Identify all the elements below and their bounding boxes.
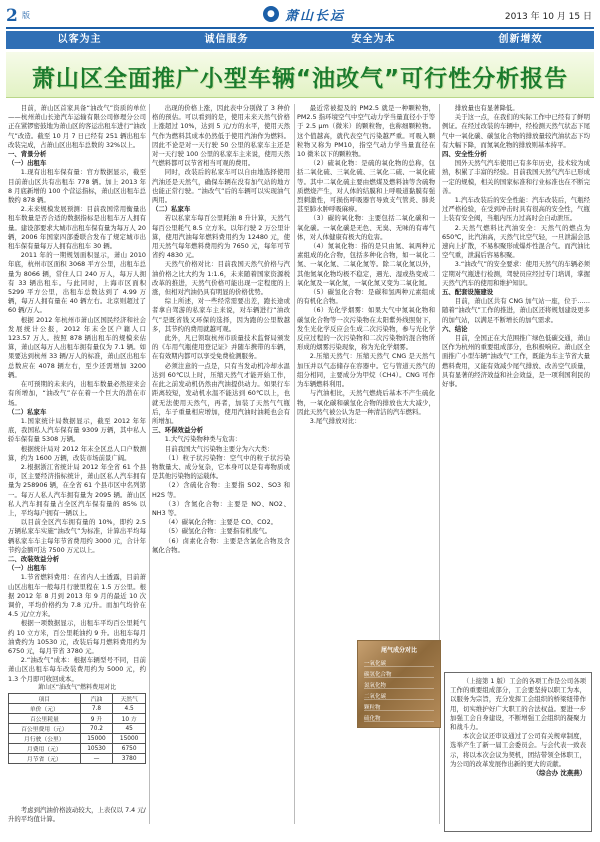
paragraph: 2.根据浙江省统计局 2012 年全省 61 个县市，区主要经济指标统计，萧山区私人汽车拥有量为 258906 辆，在全省 61 个县市区中名列第一。每万人私人汽车拥有量为 2095 辆。萧山区私人汽车拥有量占全区汽车保有量的 85% 以上，平均每户拥有一辆以上。 <box>8 462 146 517</box>
table-cell: 4.5 <box>113 704 146 714</box>
table-row <box>9 744 146 754</box>
table-cell: 10 方 <box>113 714 146 724</box>
masthead-divider <box>6 27 594 29</box>
paragraph: 同时，改装后的私家车可以自由地选择使用汽油还是天然气，确保车辆在没有加气站的地方也能正常行驶。“油改气”后的车辆可以实现油气两用。 <box>152 168 290 205</box>
paragraph: 六、结论 <box>442 324 468 333</box>
paragraph: （上接第 1 版）工会的各项工作是公司各项工作的重要组成部分，工会要坚持以职工为本，以服务为宗旨，充分发挥工会组织的桥梁纽带作用，切实维护好广大职工的合法权益。要进一步加强工会自身建设，不断增强工会组织的凝聚力和战斗力。 <box>450 677 586 732</box>
paragraph: 二、改装效益分析 <box>8 554 60 563</box>
paragraph: 1.国家统计局数据显示，截至 2012 年年底，我国私人汽车保有量 9309 万辆，其中私人轿车保有量 5308 万辆。 <box>8 416 146 444</box>
masthead <box>6 4 594 26</box>
paragraph: 以目前全区汽车拥有量的 10%，即约 2.5 万辆私家车实施“油改气”为标准，计算出平均每辆私家车车主每年节省费用约 3000 元，合计年节约金额可达 7500 万元以上。 <box>8 518 146 554</box>
paragraph: 根据统计局对 2012 年末全区总人口户数测算，约为 1600 万辆，改装市场前景广阔。 <box>8 444 146 462</box>
table-title: 萧山区“油改气”燃料费用对比 <box>37 684 117 691</box>
paragraph: 一、背景分析 <box>8 150 47 159</box>
photo-title: 尾气成分对比 <box>380 647 417 654</box>
paragraph: 综上所述，对一些经常需要出差，跑长途或者拿自驾游的私家车主来说，对车辆进行“油改气”是既省钱又环保的选择，因为跑的公里数越多，其节约的费用就越可观。 <box>152 297 290 333</box>
paragraph: 五、配套设施建设 <box>442 288 494 297</box>
paragraph: （5）碳氢化合物：主要指有机废气。 <box>164 527 272 536</box>
newspaper-logo <box>224 4 384 24</box>
table-cell: 月费用（元） <box>9 744 81 754</box>
paragraph: 2.“油改气”成本：根据车辆型号不同，目前萧山区出租车每车改装费用约为 5000 元，约 1.3 个月即可收回成本。 <box>8 656 146 683</box>
table-cell: 月行驶（公里） <box>9 734 81 744</box>
paragraph: 目前，萧山区首家具备“油改气”资质的单位——杭州萧山长途汽车运输有限公司修理分公司正在紧锣密鼓地为萧山区的客运出租车进行“油改气”改造。截至 10 月 7 日已经有 251 辆出租车改装完成，占萧山区出租车总数的 32%以上。 <box>8 104 146 149</box>
slogan-3: 安全为本 <box>351 34 396 45</box>
paragraph: （2）硫氧化物：是硫的氧化物的总称，包括二氧化硫、三氧化硫、三氧化二硫、一氧化硫等。其中二氧化硫主要由燃煤及燃料油等含硫物质燃烧产生，对人体的结膜和上呼吸道黏膜有强烈刺激性，可损伤呼吸器官导致支气管炎、肺炎甚至肺水肿呼吸麻痹。 <box>297 159 435 214</box>
paragraph: 天然气价格对比：目前我国天然气价格与汽油价格之比大约为 1:1.6，未来随着国家资源税改革的推进，天然气价格可能出现一定程度的上涨，但相对汽油仍具有明显的价格优势。 <box>152 260 290 297</box>
paragraph: 3.“油改气”的安全要求：使用天然气的车辆必须定期对气瓶进行检测，驾驶员应经过专门培训，掌握天然气汽车的使用和维护知识。 <box>442 260 590 287</box>
photo-row-label: 二氧化碳 <box>364 692 434 700</box>
photo-row-label: 氮氧化物 <box>364 681 434 689</box>
table-footnote: 考虑到汽油价格波动较大，上表仅以 7.4 元/升的平均值计算。 <box>8 806 146 824</box>
paragraph: 必须注意的一点是，只有当发动机冷却水温达到 60℃以上时，压缩天然气才能开始工作，在此之前发动机仍然由汽油提供动力。如果行车距离较短，发动机水温不能达到 60℃以上，也就无法使用天然气，再者，加装了天然气气瓶后，车子重量相应增加，使用汽油时油耗也会有所增加。 <box>152 361 290 425</box>
newspaper-name: 萧山长运 <box>284 8 345 24</box>
paragraph: 目前我国大气污染物主要分为六大类： <box>164 444 274 453</box>
article-column-4 <box>442 104 590 664</box>
paragraph: （5）碳氢化合物：是碳和氢两种元素组成的有机化合物。 <box>297 288 435 306</box>
table-cell: 9 升 <box>80 714 113 724</box>
table-cell: 10530 <box>80 744 113 754</box>
paragraph: 2.未来规模发展预测：目前我国常用衡量出租车数量是否合适的数据指标是出租车万人拥有量。建设部要求大城市出租车保有量为每万人 20 辆，2006 年国家四部委联合发布了规定城市出租车保有量每万人拥有出租车 30 辆。 <box>8 205 146 251</box>
table-cell: 15000 <box>113 734 146 744</box>
slogan-bar <box>6 31 594 49</box>
paragraph: （一）出租车 <box>8 564 47 573</box>
paragraph: （3）碳的氧化物：主要包括二氧化碳和一氧化碳。一氧化碳是无色、无臭、无味的有毒气体，对人体健康有极大的危害。 <box>297 214 435 241</box>
slogan-2: 诚信服务 <box>204 34 249 45</box>
photo-row-label: 碳氢化合物 <box>364 670 434 678</box>
table-cell: 15000 <box>80 734 113 744</box>
paragraph: （一）出租车 <box>8 159 47 168</box>
paragraph: 与汽油相比，天然气燃烧后基本不产生硫化物，一氧化碳和碳氢化合物的排放也大大减少，因此天然气被公认为是一种清洁的汽车燃料。 <box>297 389 435 416</box>
paragraph: 此外，凡已领取杭州市质量技术监督局颁发的《车用气瓶使用登记证》并随车携带的车辆，在有效期内都可以享受免费检测服务。 <box>152 334 290 361</box>
table-header-cell: 天然气 <box>113 694 146 704</box>
paragraph: 目前，全国正在大范围推广绿色低碳交通，萧山区作为杭州的重要组成部分，也积极响应。萧山区全面推广小型车辆“油改气”工作，既能为车主节省大量燃料费用，又能有效减少尾气排放、改善空气质量，具有显著的经济效益和社会效益，是一项利国利民的好事。 <box>442 334 590 389</box>
paragraph: 2.压缩天然气：压缩天然气 CNG 是天然气加压并以气态储存在容器中。它与管道天然气的组分相同，主要成分为甲烷（CH4）。CNG 可作为车辆燃料利用。 <box>297 352 435 389</box>
column-divider <box>149 104 150 824</box>
paragraph: 根据一项数据显示，出租车平均百公里耗气约 10 立方米，百公里耗油约 9 升。出租车每月油费约为 10530 元，改装后每月燃料费用约为 6750 元，每月节省 3780 元。 <box>8 619 146 655</box>
paragraph: 1.节省燃料费用：在省内人士透露，目前萧山区出租车一般每月行驶里程在 1.5 万公里。根据 2012 年 8 月到 2013 年 9 月的最近 10 次调价，平均价格约为 7.8 元/升。而加气均价在 4.5 元/立方米。 <box>8 573 146 619</box>
emission-comparison-photo <box>357 640 441 728</box>
paragraph: （3）含氮化合物：主要是 NO、NO2、NH3 等。 <box>152 499 290 517</box>
paragraph: 三、环保效益分析 <box>152 426 204 435</box>
slogan-4: 创新增效 <box>498 34 543 45</box>
paragraph: 目前，萧山区共有 CNG 加气站一座，位于……随着“油改气”工作的推进，萧山区还将规划建设更多的加气站，以满足不断增长的加气需求。 <box>442 297 590 324</box>
paragraph: （二）私家车 <box>8 407 47 416</box>
table-cell: 百公里耗量 <box>9 714 81 724</box>
table-cell: 70.2 <box>80 724 113 734</box>
byline: （综合办 沈燕燕） <box>532 769 586 778</box>
table-cell: 45 <box>113 724 146 734</box>
table-row <box>9 724 146 734</box>
paragraph: 在可预期的未来内，出租车数量必然迎来会有所增加，“油改气”存在着一个巨大的潜在市场。 <box>8 380 146 407</box>
paragraph: 2.天然气燃料比汽油安全：天然气的燃点为 650℃，比汽油高，天然气比空气轻，一旦泄漏会迅速向上扩散，不易积聚形成爆炸性混合气。而汽油比空气重，泄漏后容易积聚。 <box>442 223 590 260</box>
table-row <box>9 734 146 744</box>
table-cell: 3780 <box>113 754 146 764</box>
paragraph: 排放量也有显著降低。 <box>454 104 519 112</box>
table-cell: 百公里费用（元） <box>9 724 81 734</box>
issue-date: 2013 年 10 月 15 日 <box>504 12 592 22</box>
paragraph: 2011 年的一期规划面积显示，萧山 2010 年底，杭州市区面积 3068 平方公里，出租车总量为 8066 辆，常住人口 240 万人，每万人拥有 33 辆出租车。与此同时，上海市区面积 5299 平方公里，出租车总数达到了 4.99 万辆，每万人拥有量在 40 辆左右。北京则超过了 60 辆/万人。 <box>8 251 146 315</box>
paragraph: （4）碳氧化合物：主要是 CO、CO2。 <box>164 518 278 527</box>
paragraph: 1.现有出租车保有量：官方数据显示，截至目前萧山区共有出租车 778 辆。加上 2013 年 8 月底新增的 100 个营运指标，萧山区出租车总数约 878 辆。 <box>8 168 146 205</box>
table-row <box>9 714 146 724</box>
page-number: 2 <box>6 6 18 26</box>
paragraph: 若以私家车每百公里耗油 8 升计算，天然气每百公里耗气 8.5 立方米。以年行驶 2 万公里计算，使用汽油每年燃料费用约为 12480 元，使用天然气每年燃料费用约为 7650 元，每年可节省约 4830 元。 <box>152 214 290 260</box>
table-header-cell: 项目 <box>9 694 81 704</box>
paragraph: （6）光化学烟雾：如果大气中氮氧化物和碳氢化合物等一次污染物在太阳紫外线照射下，发生光化学反应会生成二次污染物，参与光化学反应过程的一次污染物和二次污染物的混合物所形成的烟雾污染现象，称为光化学烟雾。 <box>297 306 435 352</box>
paragraph: 国外天然气汽车使用已有多年历史，技术较为成熟，积累了丰富的经验。目前我国天然气汽车已形成一定的规模，相关的国家标准和行业标准也在不断完善。 <box>442 159 590 195</box>
paragraph: （二）私家车 <box>152 205 191 214</box>
column-divider <box>294 104 295 824</box>
table-cell: 6750 <box>113 744 146 754</box>
table-cell: — <box>80 754 113 764</box>
paragraph: （1）粒子状污染物：空气中的粒子状污染物数量大、成分复杂，它本身可以是有毒物质或是其他污染物的运载体。 <box>152 453 290 481</box>
article-column-1 <box>8 104 146 744</box>
fuel-cost-table <box>8 682 146 764</box>
continued-article-box <box>444 672 592 832</box>
table-cell: 月节省（元） <box>9 754 81 764</box>
paragraph: 本次会议还审议通过了公司有关规章制度，选举产生了新一届工会委员会。与会代表一致表示，将以本次会议为契机，团结带领全体职工，为公司的改革发展作出新的更大的贡献。 <box>450 732 586 768</box>
logo-emblem-icon: ● <box>263 6 279 22</box>
article-headline: 萧山区全面推广小型车辆“油改气”可行性分析报告 <box>31 66 569 92</box>
paragraph: 最近常被提及的 PM2.5 就是一种颗粒物，PM2.5 指环境空气中空气动力学当量直径小于等于 2.5 μm（微米）的颗粒物，也称细颗粒物。这个值越高，就代表空气污染越严重。可吸入颗粒物又称为 PM10，指空气动力学当量直径在 10 微米以下的颗粒物。 <box>297 104 435 159</box>
paragraph: 3.尾气排放对比： <box>309 416 361 425</box>
paragraph: 根据 2012 年杭州市萧山区国民经济和社会发展统计公报，2012 年末全区户籍人口 123.57 万人。按照 878 辆出租车的规模来估算，萧山区每万人出租车拥有量仅为 7.1 辆。如果要达到杭州 33 辆/万人的标准，萧山区出租车总数应在 4078 辆左右，至少还需增加 3200 辆。 <box>8 315 146 379</box>
paragraph: 1.汽车改装后的安全性能：汽车改装后，气瓶经过严格检验，在受到冲击时具有很高的安全性，气瓶上装有安全阀，当瓶内压力过高时会自动泄压。 <box>442 196 590 223</box>
paragraph: 出现的价格上涨，因此表中分别做了 3 种价格的预估。可以看到的是，使用未来天然气价格上涨超过 10%，达到 5 元/方的水平，使用天然气作为燃料其成本仍然低于使用汽油作为燃料。因此不论是对一天行驶 50 公里的私家车主还是对一天行驶 100 公里的私家车主来说，使用天然气燃料都可以节省相当可观的费用。 <box>152 104 290 168</box>
photo-row-label: 颗粒物 <box>364 703 434 711</box>
article-column-2 <box>152 104 290 744</box>
page-label: 版 <box>22 11 30 20</box>
slogan-1: 以客为主 <box>57 34 102 45</box>
table-cell: 单价（元） <box>9 704 81 714</box>
table-row <box>9 754 146 764</box>
paragraph: 1.大气污染物种类与危害： <box>164 435 242 444</box>
headline-banner <box>6 52 594 98</box>
table-cell: 7.8 <box>80 704 113 714</box>
paragraph: 四、安全性分析 <box>442 150 487 159</box>
photo-row-label: 硫化物 <box>364 714 434 722</box>
paragraph: （6）卤素化合物：主要是含氯化合物及含氟化合物。 <box>152 536 290 554</box>
paragraph: 关于这一点，在我们的实际工作中已经有了鲜明例证。在经过改装的车辆中，经检测天然气状态下尾气中一氧化碳、碳氢化合物的排放量较汽油状态下均有大幅下降，而氮氧化物的排放则基本持平。 <box>442 113 590 149</box>
table-row <box>9 704 146 714</box>
photo-row-label: 一氧化碳 <box>364 659 434 667</box>
paragraph: （4）氮氧化物：指的是只由氮、氧两种元素组成的化合物，包括多种化合物，如一氧化二氮、一氧化氮、二氧化氮等。除二氧化氮以外，其他氮氧化物均极不稳定，遇光、湿或热变成二氧化氮及一氧化氮，一氧化氮又变为二氧化氮。 <box>297 242 435 287</box>
table-header-cell: 汽油 <box>80 694 113 704</box>
paragraph: （2）含硫化合物：主要指 SO2、SO3 和 H2S 等。 <box>152 481 290 499</box>
